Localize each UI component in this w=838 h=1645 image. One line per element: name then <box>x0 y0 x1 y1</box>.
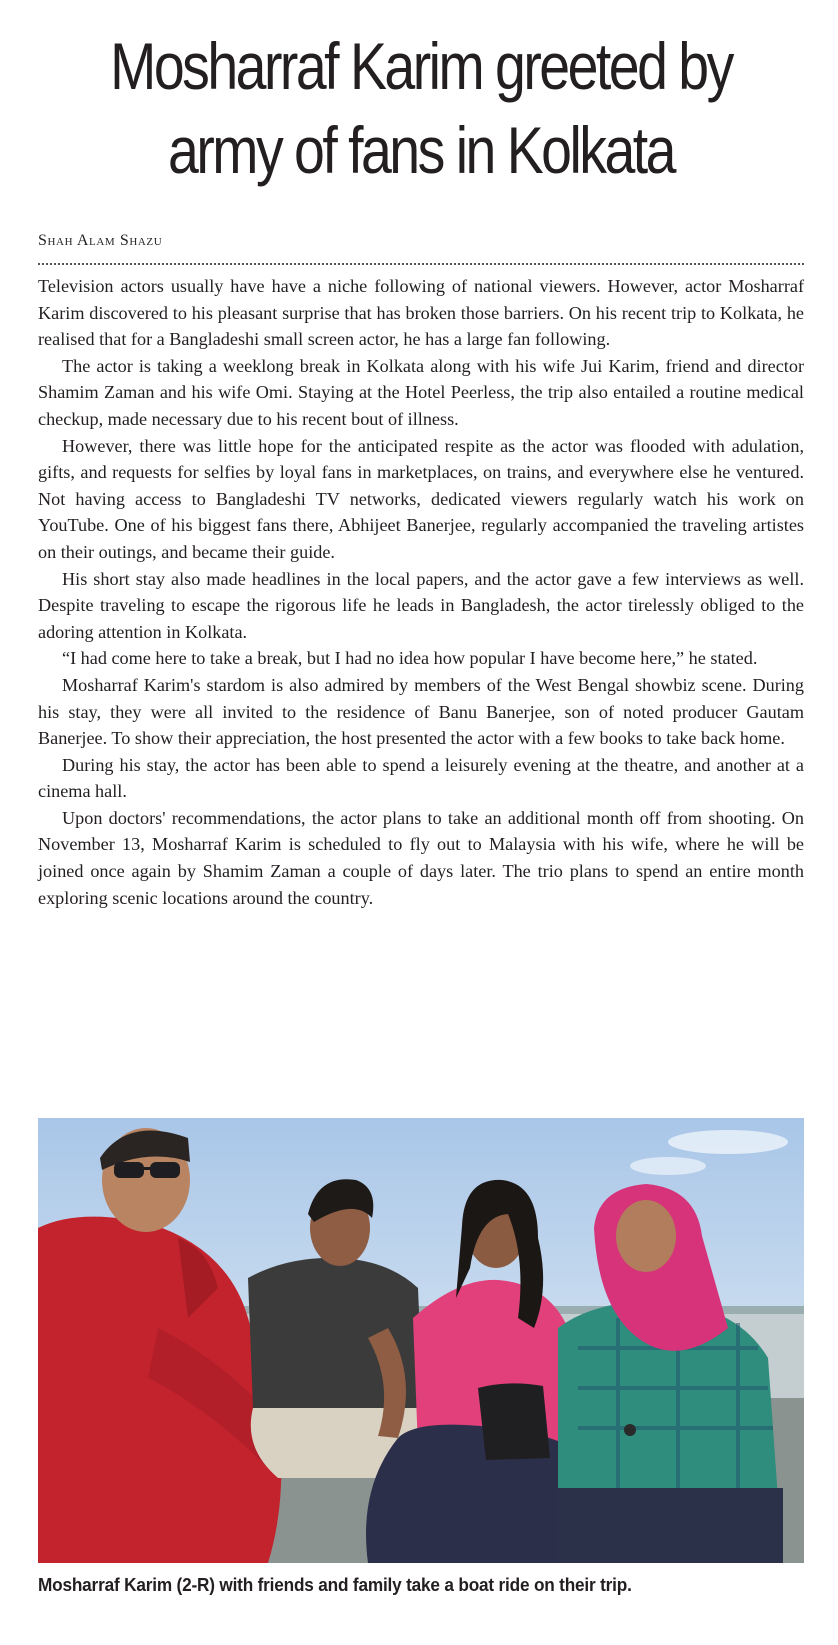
headline: Mosharraf Karim greeted by army of fans in Kolkata <box>110 29 732 187</box>
paragraph-4: His short stay also made headlines in the local papers, and the actor gave a few interviews as well. Despite traveling to escape the rigorous life he leads in Bangladesh, the actor tirelessly obliged to the adoring attention in Kolkata. <box>38 568 804 642</box>
photo-caption: Mosharraf Karim (2-R) with friends and family take a boat ride on their trip. <box>38 1574 632 1595</box>
photo-illustration <box>38 1118 804 1563</box>
byline: Shah Alam Shazu <box>38 232 163 249</box>
article-body <box>38 273 804 911</box>
paragraph-8: Upon doctors' recommendations, the actor plans to take an additional month off from shooting. On November 13, Mosharraf Karim is scheduled to fly out to Malaysia with his wife, where he will be joined once again by Shamim Zaman a couple of days later. The trio plans to spend an entire month exploring scenic locations around the country. <box>38 807 804 908</box>
paragraph-2: The actor is taking a weeklong break in Kolkata along with his wife Jui Karim, friend and director Shamim Zaman and his wife Omi. Staying at the Hotel Peerless, the trip also entailed a routine medical checkup, made necessary due to his recent bout of illness. <box>38 355 804 429</box>
paragraph-5: “I had come here to take a break, but I had no idea how popular I have become here,” he stated. <box>62 648 758 669</box>
article-photo <box>38 1118 804 1563</box>
article <box>38 24 804 911</box>
person-dark-shirt <box>248 1179 431 1478</box>
paragraph-1: Television actors usually have have a niche following of national viewers. However, actor Mosharraf Karim discovered to his pleasant surprise that has broken those barriers. On his recent trip to Kolkata, he realised that for a Bangladeshi small screen actor, he has a large fan following. <box>38 276 804 350</box>
dotted-divider <box>38 263 804 265</box>
person-pink-hijab <box>558 1184 783 1563</box>
paragraph-7: During his stay, the actor has been able to spend a leisurely evening at the theatre, and another at a cinema hall. <box>38 754 804 802</box>
paragraph-6: Mosharraf Karim's stardom is also admired by members of the West Bengal showbiz scene. During his stay, they were all invited to the residence of Banu Banerjee, son of noted producer Gautam Banerjee. To show their appreciation, the host presented the actor with a few books to take back home. <box>38 674 804 749</box>
paragraph-3: However, there was little hope for the anticipated respite as the actor was flooded with adulation, gifts, and requests for selfies by loyal fans in marketplaces, on trains, and everywhere else he ventured. Not having access to Bangladeshi TV networks, dedicated viewers regularly watch his work on YouTube. One of his biggest fans there, Abhijeet Banerjee, regularly accompanied the traveling artistes on their outings, and became their guide. <box>38 435 804 562</box>
